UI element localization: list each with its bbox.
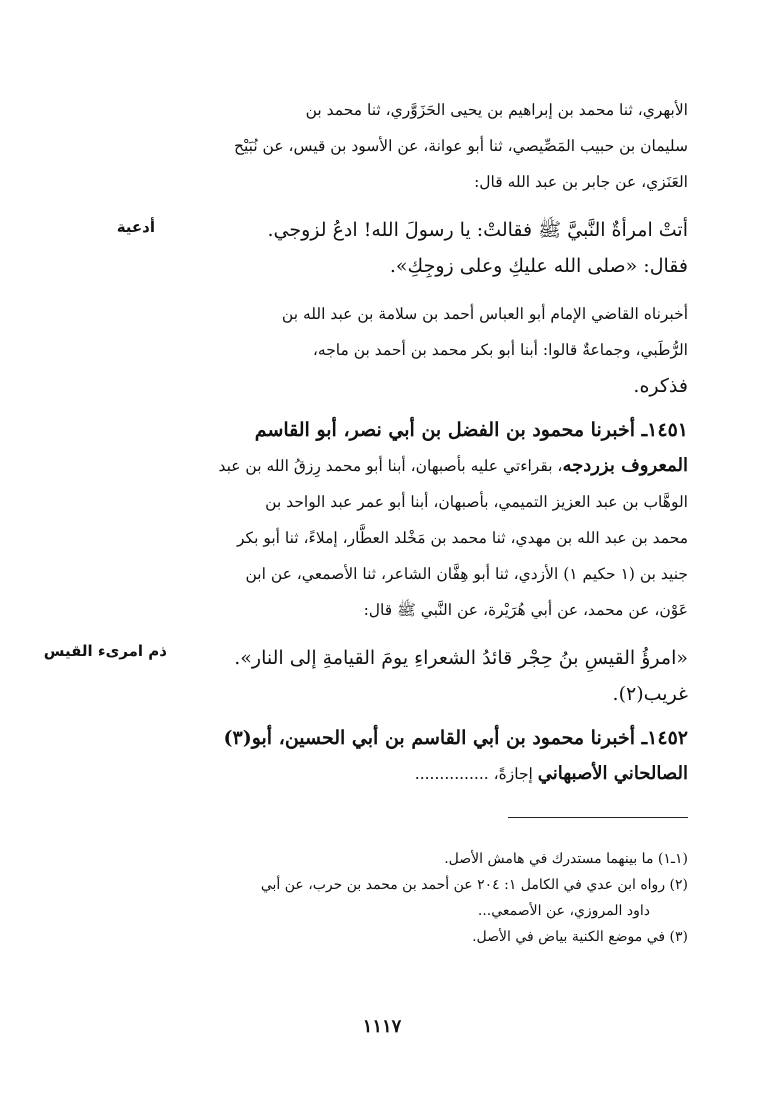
margin-note: أدعية bbox=[116, 218, 155, 236]
entry-heading: ١٤٥١ـ أخبرنا محمود بن الفضل بن أبي نصر، أبو القاسم bbox=[254, 419, 688, 441]
text-line: الرُّطَبي، وجماعةٌ قالوا: أبنا أبو بكر محمد بن أحمد بن ماجه، bbox=[312, 341, 688, 359]
footnote: (١ـ١) ما بينهما مستدرك في هامش الأصل. bbox=[444, 851, 688, 867]
text-fragment: ، بقراءتي عليه بأصبهان، أبنا أبو محمد رِزقُ الله بن عبد bbox=[218, 457, 563, 475]
text-line: سليمان بن حبيب المَصِّيصي، ثنا أبو عوانة، عن الأسود بن قيس، عن نُبَيْح bbox=[233, 137, 688, 155]
margin-note: ذم امرىء القيس bbox=[43, 642, 167, 660]
footnotes bbox=[182, 846, 688, 950]
text-line bbox=[192, 448, 688, 484]
text-line: عَوْن، عن محمد، عن أبي هُرَيْرة، عن النَّبي ﷺ قال: bbox=[363, 601, 688, 619]
page-number: ١١١٧ bbox=[362, 1016, 402, 1037]
text-line bbox=[192, 756, 688, 792]
text-line: الأبهري، ثنا محمد بن إبراهيم بن يحيى الحَزَوَّري، ثنا محمد بن bbox=[305, 101, 688, 119]
entry-heading-name: الصالحاني الأصبهاني bbox=[537, 763, 688, 784]
hadith-line: أتتْ امرأةٌ النَّبيَّ ﷺ فقالتْ: يا رسولَ الله! ادعُ لزوجي. bbox=[267, 219, 688, 241]
hadith-line: فقال: «صلى الله عليكِ وعلى زوجِكِ». bbox=[389, 255, 688, 277]
footnote-continuation: داود المروزي، عن الأصمعي... bbox=[477, 903, 650, 919]
text-line: الوهَّاب بن عبد العزيز التميمي، بأصبهان، أبنا أبو عمر عبد الواحد بن bbox=[265, 493, 688, 511]
text-line: العَنَزي، عن جابر بن عبد الله قال: bbox=[474, 173, 688, 191]
footnote-divider bbox=[508, 817, 688, 818]
text-line: فذكره. bbox=[633, 375, 688, 397]
footnote: (٢) رواه ابن عدي في الكامل ١: ٢٠٤ عن أحمد بن محمد بن حرب، عن أبي bbox=[260, 877, 688, 893]
text-line: جنيد بن (١ حكيم ١) الأزدي، ثنا أبو هِفَّان الشاعر، ثنا الأصمعي، عن ابن bbox=[245, 565, 688, 583]
entry-heading: ١٤٥٢ـ أخبرنا محمود بن أبي القاسم بن أبي الحسين، أبو(٣) bbox=[223, 727, 688, 749]
text-line: غريب(٢). bbox=[612, 683, 688, 705]
footnote: (٣) في موضع الكنية بياض في الأصل. bbox=[472, 929, 688, 945]
text-line: محمد بن عبد الله بن مهدي، ثنا محمد بن مَخْلد العطَّار، إملاءً، ثنا أبو بكر bbox=[236, 529, 688, 547]
hadith-line: «امرؤُ القيسِ بنُ حِجْر قائدُ الشعراءِ يومَ القيامةِ إلى النار». bbox=[234, 647, 688, 669]
text-fragment: إجازةً، ............... bbox=[414, 765, 538, 783]
text-line: أخبرناه القاضي الإمام أبو العباس أحمد بن سلامة بن عبد الله بن bbox=[281, 305, 688, 323]
main-text bbox=[192, 92, 688, 792]
entry-heading-name: المعروف بزردجه bbox=[562, 455, 688, 476]
